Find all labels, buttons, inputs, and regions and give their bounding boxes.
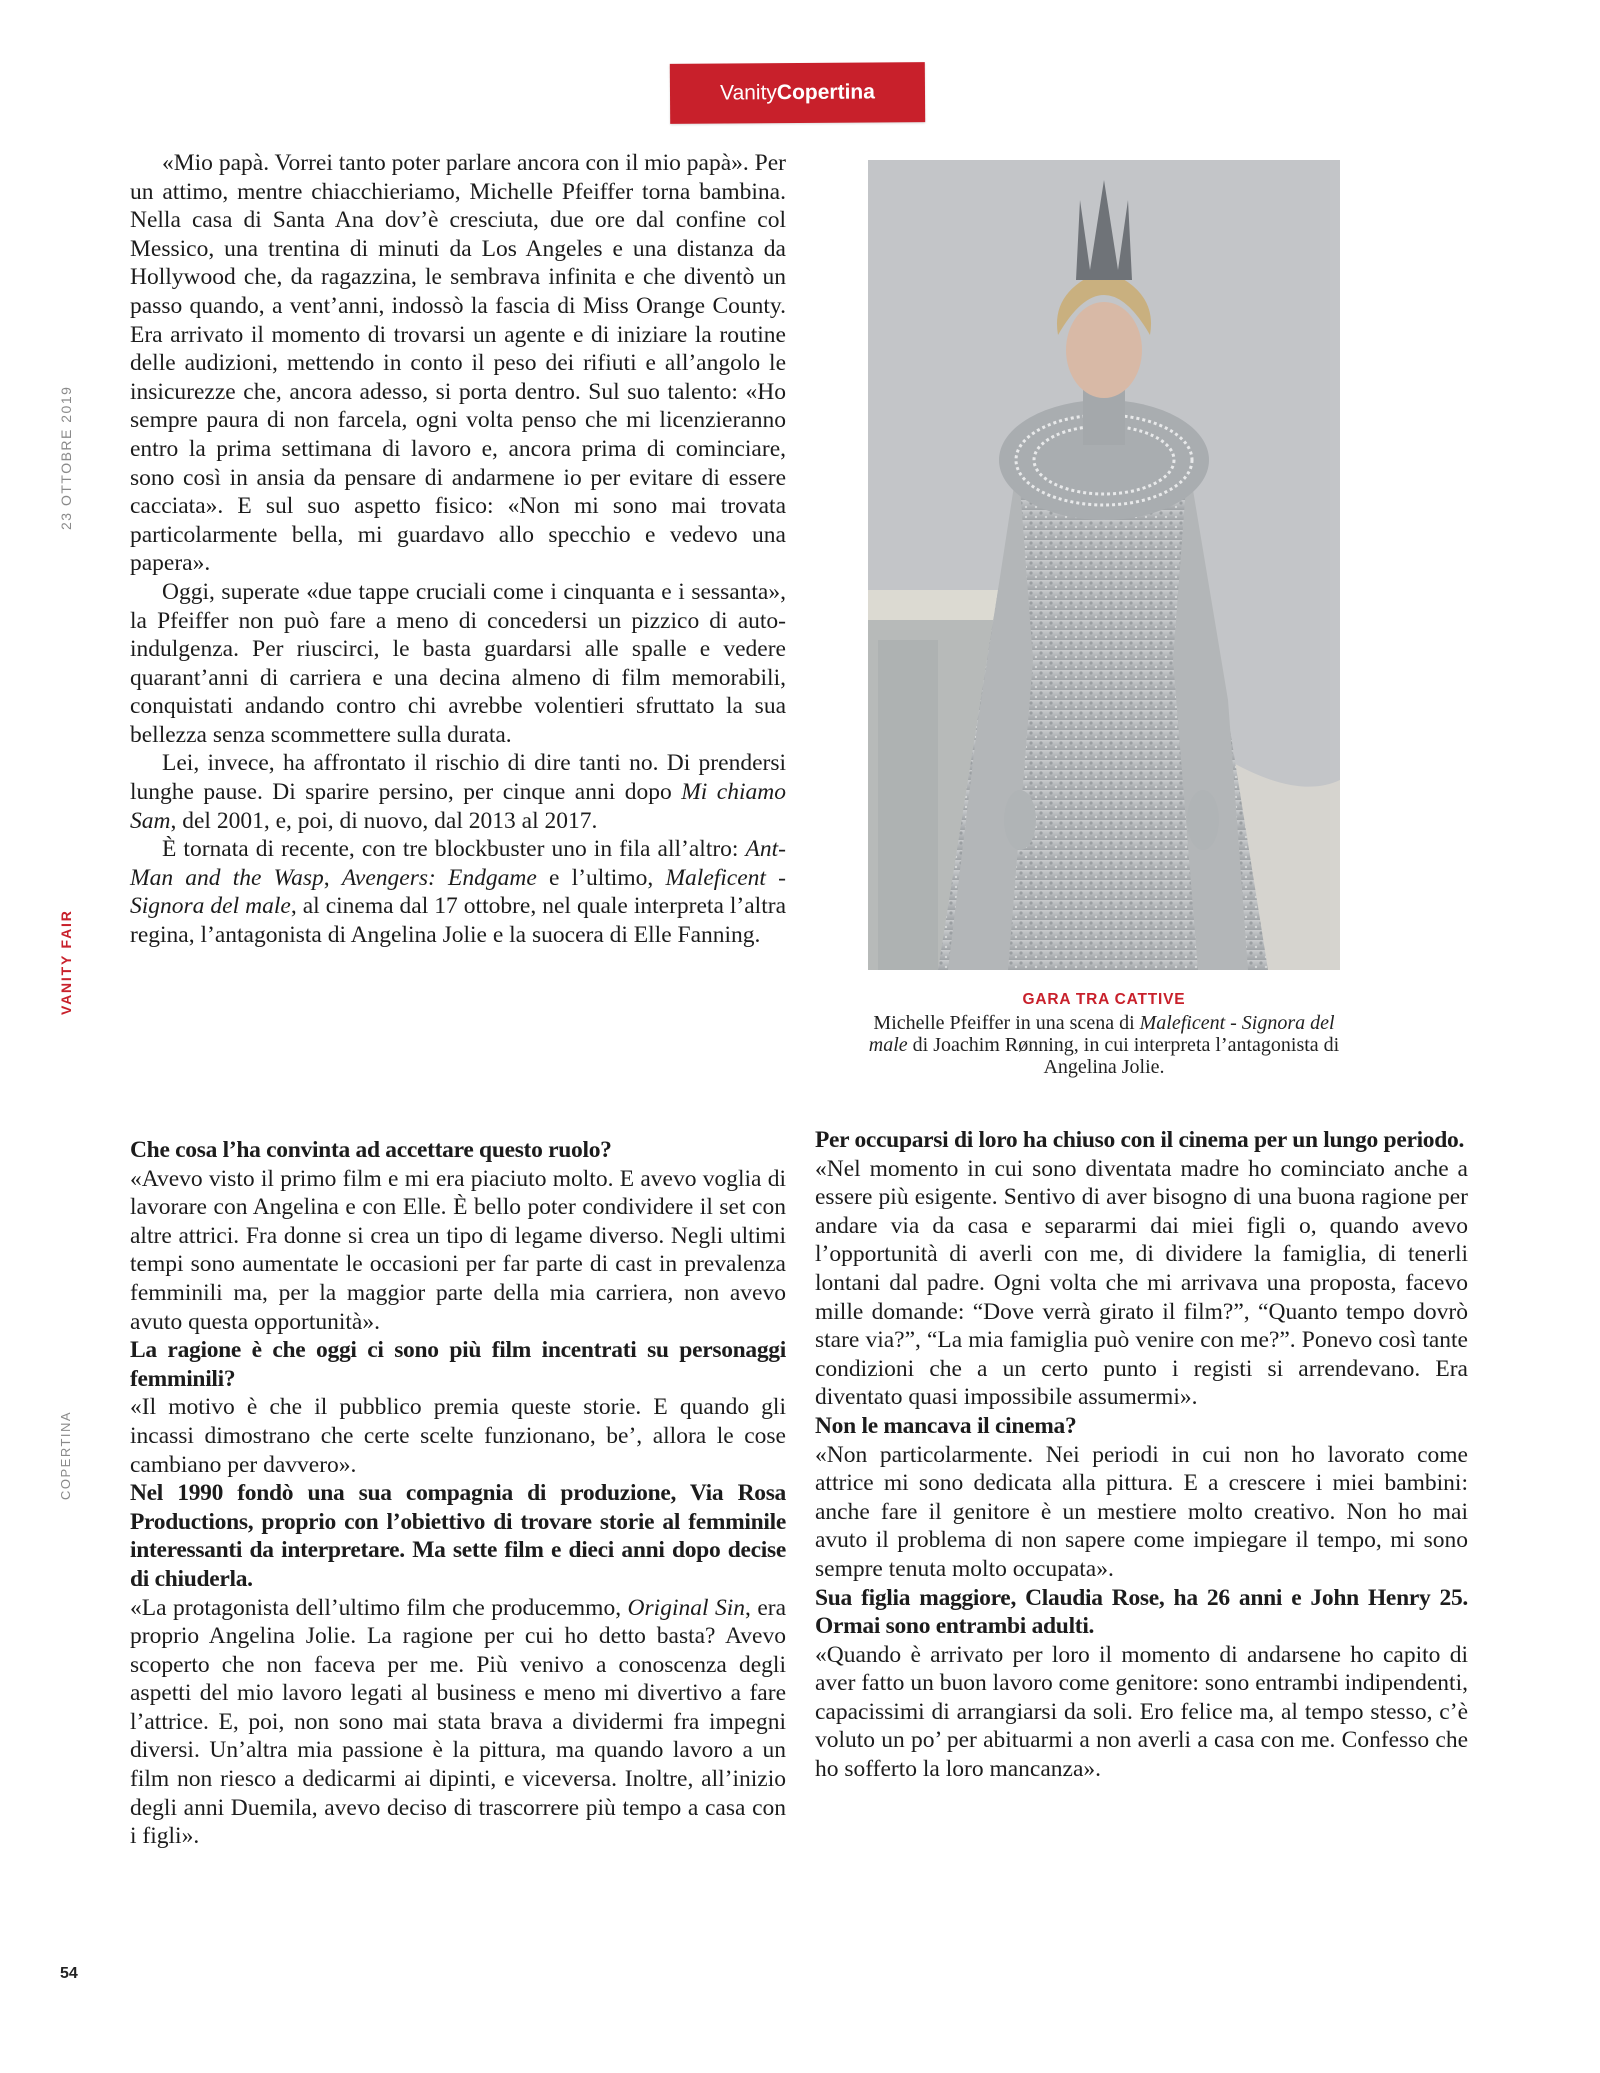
film-title: Ant-Man and the Wasp	[130, 836, 786, 891]
interview-question: Per occuparsi di loro ha chiuso con il cinema per un lungo periodo.	[815, 1127, 1465, 1153]
intro-paragraph-3: Lei, invece, ha affrontato il rischio di dire tanti no. Di prendersi lunghe pause. Di sparire persino, per cinque anni dopo Mi chiamo Sam, del 2001, e, poi, di nuovo, dal 2013 al 2017.	[130, 750, 786, 834]
interview-column-right	[815, 1126, 1468, 1784]
interview-answer: «Nel momento in cui sono diventata madre ho cominciato anche a essere più esigente. Sentivo di aver bisogno di una buona ragione per andare via da casa e separarmi dai miei figli o, quando avevo l’opportunità di averli con me, di dividere la famiglia, di tenerli lontani dal padre. Ogni volta che mi arrivava una proposta, facevo mille domande: “Dove verrà girato il film?”, “Quanto tempo dovrò stare via?”, “La mia famiglia può venire con me?”. Ponevo così tante condizioni che a un certo punto i registi si arrendevano. Era diventato quasi impossibile assumermi».	[815, 1155, 1468, 1411]
issue-date-label: 23 OTTOBRE 2019	[58, 385, 74, 530]
intro-paragraph-2: Oggi, superate «due tappe cruciali come i cinquanta e i sessanta», la Pfeiffer non può fare a meno di concedersi un pizzico di auto-indulgenza. Per riuscirci, le basta guardarsi alle spalle e vedere quarant’anni di carriera e una decina almeno di film memorabili, conquistati andando contro chi avrebbe volentieri sfruttato la sua bellezza senza scommettere sulla durata.	[130, 578, 786, 748]
section-badge	[670, 62, 925, 124]
film-title: Mi chiamo Sam	[130, 779, 786, 834]
interview-question: Sua figlia maggiore, Claudia Rose, ha 26 anni e John Henry 25. Ormai sono entrambi adulti.	[815, 1584, 1468, 1640]
badge-brand: Vanity	[719, 81, 777, 105]
interview-answer: «Avevo visto il primo film e mi era piaciuto molto. E avevo voglia di lavorare con Angelina e con Elle. È bello poter condividere il set con altre attrici. Fra donne si crea un tipo di legame diverso. Negli ultimi tempi sono aumentate le occasioni per far parte di cast in prevalenza femminili ma, per la maggior parte della mia carriera, non avevo avuto questa opportunità».	[130, 1165, 786, 1335]
badge-section: Copertina	[776, 80, 875, 105]
interview-question: Nel 1990 fondò una sua compagnia di produzione, Via Rosa Productions, proprio con l’obiettivo di trovare storie al femminile interessanti da interpretare. Ma sette film e dieci anni dopo decise di chiuderla.	[130, 1480, 786, 1592]
section-label: COPERTINA	[58, 1410, 73, 1500]
magazine-brand-label: VANITY FAIR	[58, 909, 74, 1015]
photo-caption	[868, 990, 1340, 1078]
interview-answer: «Quando è arrivato per loro il momento di andarsene ho capito di aver fatto un buon lavoro come genitore: sono entrambi indipendenti, capacissimi di arrangiarsi da soli. Ero felice ma, al tempo stesso, c’è voluto un po’ per abituarmi a non averli a casa con me. Confesso che ho sofferto la loro mancanza».	[815, 1641, 1468, 1783]
caption-title: GARA TRA CATTIVE	[1022, 991, 1186, 1008]
caption-text: Michelle Pfeiffer in una scena di Maleficent - Signora del male di Joachim Rønning, in cui interpreta l’antagonista di Angelina Jolie.	[868, 1012, 1340, 1078]
intro-paragraph-1: «Mio papà. Vorrei tanto poter parlare ancora con il mio papà». Per un attimo, mentre chiacchieriamo, Michelle Pfeiffer torna bambina. Nella casa di Santa Ana dov’è cresciuta, due ore dal confine col Messico, una trentina di minuti da Los Angeles e una distanza da Hollywood che, da ragazzina, le sembrava infinita e che diventò un passo quando, a vent’anni, indossò la fascia di Miss Orange County. Era arrivato il momento di trovarsi un agente e di iniziare la routine delle audizioni, mettendo in conto il peso dei rifiuti e all’angolo le insicurezze che, ancora adesso, si porta dentro. Sul suo talento: «Ho sempre paura di non farcela, ogni volta penso che mi licenzieranno entro la prima settimana di lavoro e, ancora prima di cominciare, sono così in ansia da pensare di andarmene io per evitare di essere cacciata». E sul suo aspetto fisico: «Non mi sono mai trovata particolarmente bella, mi guardavo allo specchio e vedevo una papera».	[130, 150, 786, 577]
interview-column-left	[130, 1136, 786, 1851]
interview-answer: «Non particolarmente. Nei periodi in cui non ho lavorato come attrice mi sono dedicata alla pittura. E a crescere i miei bambini: anche fare il genitore è un mestiere molto creativo. Non ho mai avuto il problema di non sapere come impiegare il tempo, mi sono sempre tenuta molto occupata».	[815, 1441, 1468, 1582]
article-intro-column	[130, 149, 786, 950]
feature-photo	[868, 160, 1340, 970]
film-title: Maleficent - Signora del male	[868, 1012, 1335, 1056]
film-title: Maleficent - Signora del male	[130, 864, 786, 920]
queen-figure-illustration	[868, 160, 1340, 970]
interview-question: Che cosa l’ha convinta ad accettare questo ruolo?	[130, 1137, 612, 1163]
interview-question: Non le mancava il cinema?	[815, 1412, 1077, 1439]
interview-answer: «La protagonista dell’ultimo film che producemmo, Original Sin, era proprio Angelina Jolie. La ragione per cui ho detto basta? Avevo scoperto che non faceva per me. Più venivo a conoscenza degli aspetti del mio lavoro legati al business e meno mi divertivo a fare l’attrice. E, poi, non sono mai stata brava a dividermi fra impegni diversi. Un’altra mia passione è la pittura, ma quando lavoro a un film non riesco a dedicarmi ai dipinti, e viceversa. Inoltre, all’inizio degli anni Duemila, avevo deciso di trascorrere più tempo a casa con i figli».	[130, 1594, 787, 1850]
film-title: Original Sin	[627, 1594, 745, 1621]
interview-question: La ragione è che oggi ci sono più film incentrati su personaggi femminili?	[130, 1337, 786, 1392]
intro-paragraph-4: È tornata di recente, con tre blockbuster uno in fila all’altro: Ant-Man and the Wasp, Avengers: Endgame e l’ultimo, Maleficent - Signora del male, al cinema dal 17 ottobre, nel quale interpreta l’altra regina, l’antagonista di Angelina Jolie e la suocera di Elle Fanning.	[130, 836, 786, 949]
interview-answer: «Il motivo è che il pubblico premia queste storie. E quando gli incassi dimostrano che certe scelte funzionano, be’, allora le cose cambiano per davvero».	[130, 1394, 786, 1478]
film-title: Avengers: Endgame	[341, 864, 537, 891]
page-number: 54	[60, 1965, 78, 1982]
